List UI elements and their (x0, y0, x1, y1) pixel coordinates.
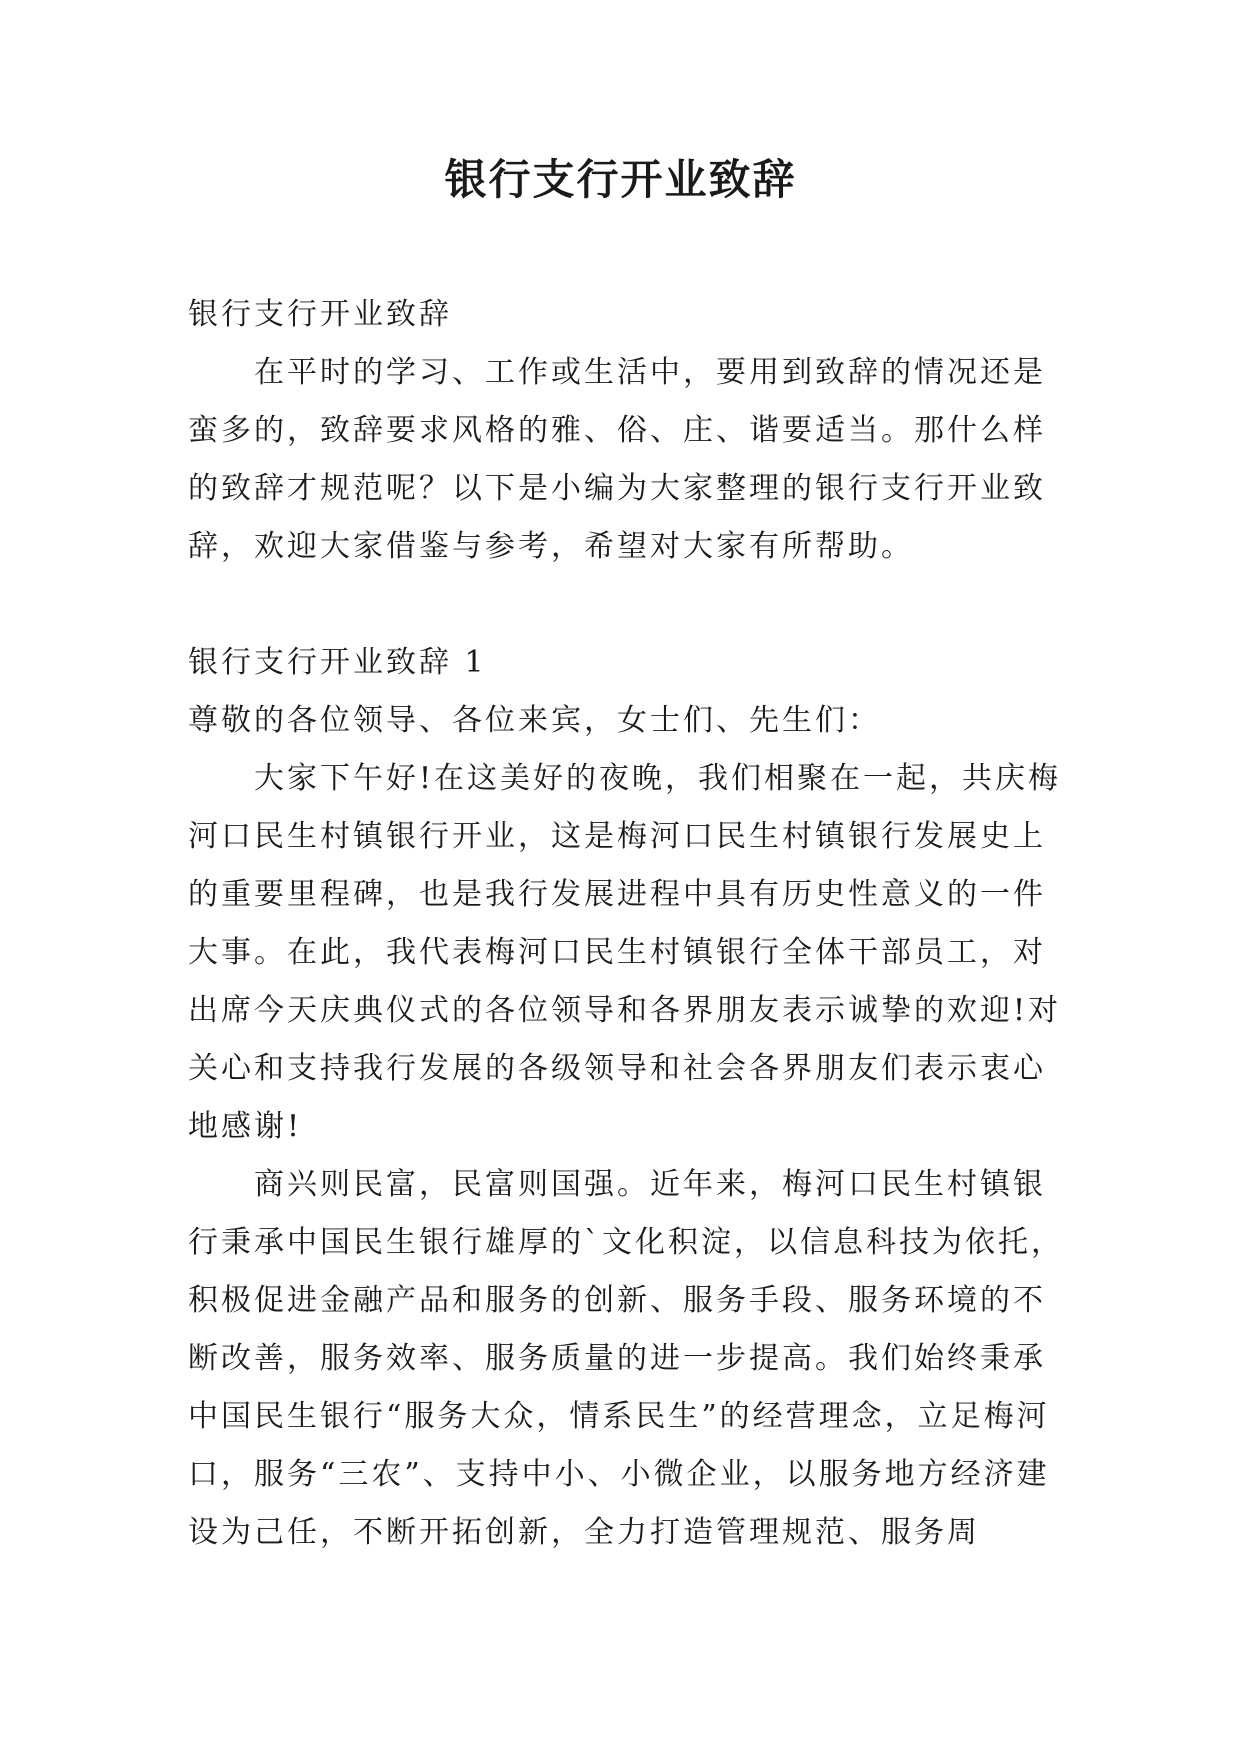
speech-paragraph-2: 商兴则民富，民富则国强。近年来，梅河口民生村镇银行秉承中国民生银行雄厚的`文化积淀，以信息科技为依托，积极促进金融产品和服务的创新、服务手段、服务环境的不断改善，服务效率、服务质量的进一步提高。我们始终秉承中国民生银行“服务大众，情系民生”的经营理念，立足梅河口，服务“三农”、支持中小、小微企业，以服务地方经济建设为己任，不断开拓创新，全力打造管理规范、服务周 (188, 1167, 1064, 1550)
salutation: 尊敬的各位领导、各位来宾，女士们、先生们： (188, 703, 881, 738)
document-subheading: 银行支行开业致辞 (188, 297, 452, 332)
document-title: 银行支行开业致辞 (444, 155, 797, 204)
intro-paragraph: 在平时的学习、工作或生活中，要用到致辞的情况还是蛮多的，致辞要求风格的雅、俗、庄、谐要适当。那什么样的致辞才规范呢？以下是小编为大家整理的银行支行开业致辞，欢迎大家借鉴与参考，希望对大家有所帮助。 (188, 355, 1046, 564)
section-heading: 银行支行开业致辞 1 (188, 645, 487, 680)
speech-paragraph-1: 大家下午好!在这美好的夜晚，我们相聚在一起，共庆梅河口民生村镇银行开业，这是梅河口民生村镇银行发展史上的重要里程碑，也是我行发展进程中具有历史性意义的一件大事。在此，我代表梅河口民生村镇银行全体干部员工，对出席今天庆典仪式的各位领导和各界朋友表示诚挚的欢迎!对关心和支持我行发展的各级领导和社会各界朋友们表示衷心地感谢! (188, 761, 1062, 1144)
